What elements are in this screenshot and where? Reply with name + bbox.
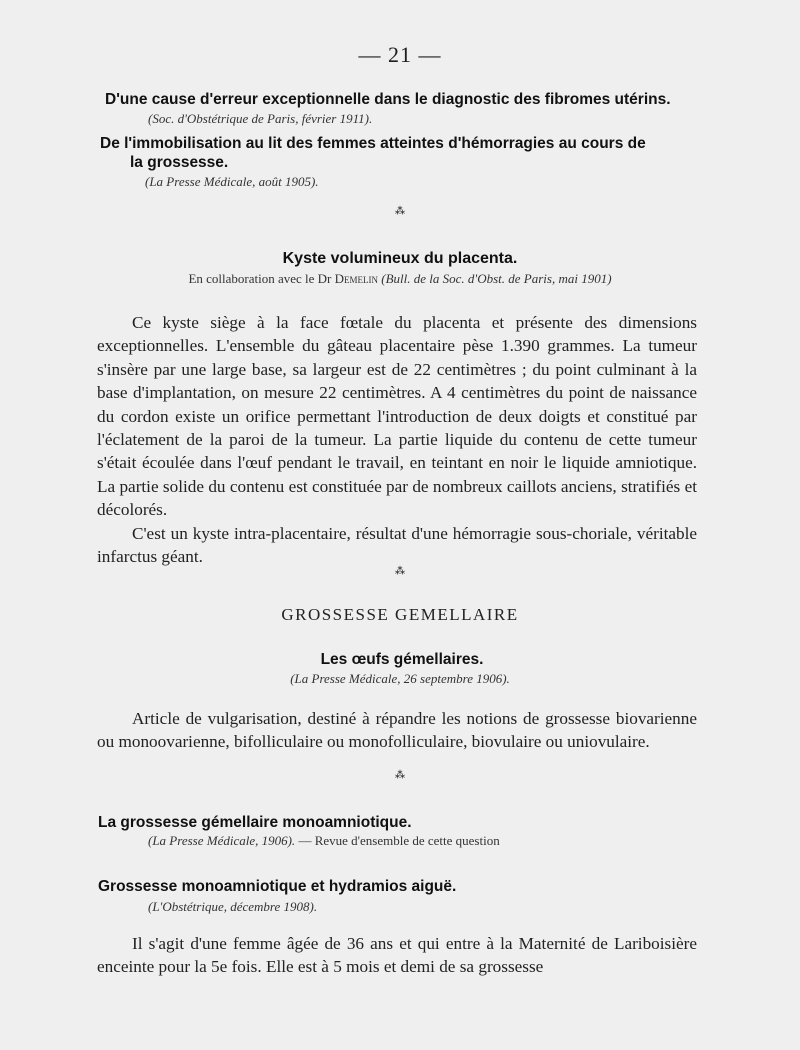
hydramios-title: Grossesse monoamniotique et hydramios aiguë. [98,878,457,895]
mono-citation: (La Presse Médicale, 1906). [148,833,296,848]
oeufs-title: Les œufs gémellaires. [320,651,484,668]
entry-citation-immobilisation: (La Presse Médicale, août 1905). [145,174,319,189]
oeufs-paragraph: Article de vulgarisation, destiné à répandre les notions de grossesse biovarienne ou monoovarienne, bifolliculaire ou monofolliculaire, biovulaire ou uniovulaire. [97,709,697,752]
entry-title-immobilisation-line2: la grossesse. [130,154,229,171]
hydramios-paragraph: Il s'agit d'une femme âgée de 36 ans et qui entre à la Maternité de Lariboisière enceinte pour la 5e fois. Elle est à 5 mois et demi de sa grossesse [97,934,697,977]
entry-citation-fibromes: (Soc. d'Obstétrique de Paris, février 1911). [148,111,373,126]
hydramios-body [97,932,697,979]
kyste-paragraph-1: Ce kyste siège à la face fœtale du placenta et présente des dimensions exceptionnelles. L'ensemble du gâteau placentaire pèse 1.390 grammes. La tumeur s'insère par une large base, sa largeur est de 22 centimètres ; du point culminant à la base d'implantation, on mesure 22 centimètres. A 4 centimètres du point de naissance du cordon existe un orifice permettant l'introduction de deux doigts et constitué par l'éclatement de la paroi de la tumeur. La partie liquide du contenu de cette tumeur s'était écoulée dans l'œuf pendant le travail, en teintant en noir le liquide amniotique. La partie solide du contenu est constituée par de nombreux caillots anciens, stratifiés et décolorés. [97,313,697,520]
mono-citation-rest: — Revue d'ensemble de cette question [295,833,500,848]
section-heading: GROSSESSE GEMELLAIRE [281,605,519,624]
mono-citation-line [148,833,500,849]
kyste-collab-name: Demelin [334,271,379,286]
oeufs-body [97,707,697,754]
kyste-collab-prefix: En collaboration avec le Dr [188,271,335,286]
separator-stars: ⁂ [395,206,405,217]
page-number: — 21 — [358,42,442,67]
kyste-paragraph-2: C'est un kyste intra-placentaire, résultat d'une hémorragie sous-choriale, véritable infarctus géant. [97,523,697,567]
kyste-collab-cite: (Bull. de la Soc. d'Obst. de Paris, mai 1901) [381,271,612,286]
hydramios-citation: (L'Obstétrique, décembre 1908). [148,899,318,914]
kyste-title: Kyste volumineux du placenta. [282,250,518,267]
kyste-body [97,311,697,568]
entry-title-immobilisation-line1: De l'immobilisation au lit des femmes atteintes d'hémorragies au cours de [100,135,646,152]
separator-stars: ⁂ [395,770,405,781]
separator-stars: ⁂ [395,566,405,577]
kyste-collaboration [0,271,800,287]
mono-title: La grossesse gémellaire monoamniotique. [98,814,412,831]
oeufs-citation: (La Presse Médicale, 26 septembre 1906). [290,671,510,686]
entry-title-fibromes: D'une cause d'erreur exceptionnelle dans le diagnostic des fibromes utérins. [105,91,671,108]
